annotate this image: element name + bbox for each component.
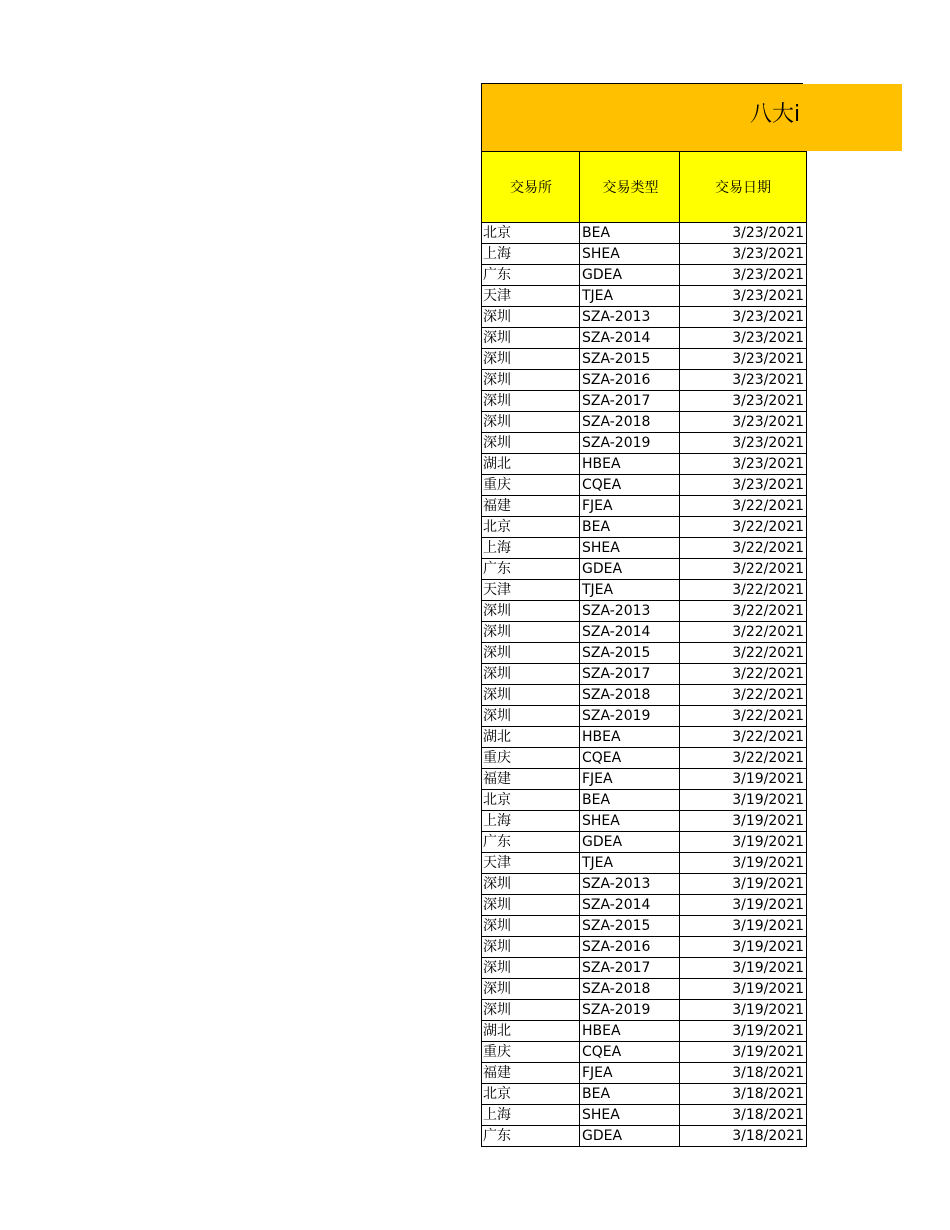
cell-type[interactable]: SZA-2013: [580, 874, 680, 895]
title-band: [481, 84, 902, 151]
cell-type[interactable]: HBEA: [580, 454, 680, 475]
table-row: [482, 1084, 807, 1105]
cell-exchange[interactable]: 深圳: [482, 307, 580, 328]
table-row: [482, 853, 807, 874]
table-row: [482, 349, 807, 370]
cell-date[interactable]: 3/23/2021: [680, 328, 807, 349]
cell-type[interactable]: SZA-2018: [580, 979, 680, 1000]
cell-type[interactable]: SZA-2016: [580, 370, 680, 391]
cell-type[interactable]: SHEA: [580, 538, 680, 559]
table-row: [482, 916, 807, 937]
cell-date[interactable]: 3/19/2021: [680, 916, 807, 937]
table-row: [482, 1021, 807, 1042]
cell-date[interactable]: 3/22/2021: [680, 643, 807, 664]
cell-date[interactable]: 3/23/2021: [680, 223, 807, 244]
cell-type[interactable]: SZA-2017: [580, 958, 680, 979]
cell-type[interactable]: SHEA: [580, 811, 680, 832]
cell-exchange[interactable]: 广东: [482, 265, 580, 286]
cell-date[interactable]: 3/19/2021: [680, 832, 807, 853]
cell-date[interactable]: 3/19/2021: [680, 811, 807, 832]
cell-exchange[interactable]: 福建: [482, 496, 580, 517]
cell-date[interactable]: 3/18/2021: [680, 1063, 807, 1084]
cell-exchange[interactable]: 深圳: [482, 391, 580, 412]
cell-date[interactable]: 3/19/2021: [680, 853, 807, 874]
cell-type[interactable]: SZA-2018: [580, 412, 680, 433]
cell-type[interactable]: GDEA: [580, 832, 680, 853]
cell-exchange[interactable]: 上海: [482, 1105, 580, 1126]
cell-exchange[interactable]: 北京: [482, 790, 580, 811]
cell-date[interactable]: 3/22/2021: [680, 496, 807, 517]
cell-date[interactable]: 3/23/2021: [680, 349, 807, 370]
header-exchange[interactable]: 交易所: [482, 152, 580, 223]
cell-exchange[interactable]: 深圳: [482, 874, 580, 895]
cell-type[interactable]: BEA: [580, 517, 680, 538]
cell-date[interactable]: 3/22/2021: [680, 538, 807, 559]
cell-date[interactable]: 3/22/2021: [680, 748, 807, 769]
cell-exchange[interactable]: 深圳: [482, 958, 580, 979]
table-row: [482, 580, 807, 601]
table-row: [482, 748, 807, 769]
cell-date[interactable]: 3/22/2021: [680, 727, 807, 748]
table-row: [482, 685, 807, 706]
table-row: [482, 1063, 807, 1084]
cell-type[interactable]: GDEA: [580, 1126, 680, 1147]
cell-date[interactable]: 3/23/2021: [680, 391, 807, 412]
table-row: [482, 496, 807, 517]
cell-exchange[interactable]: 深圳: [482, 601, 580, 622]
cell-type[interactable]: HBEA: [580, 1021, 680, 1042]
cell-type[interactable]: GDEA: [580, 559, 680, 580]
table-row: [482, 622, 807, 643]
cell-date[interactable]: 3/19/2021: [680, 979, 807, 1000]
title-border: [481, 83, 482, 151]
cell-type[interactable]: SZA-2016: [580, 937, 680, 958]
table-row: [482, 1042, 807, 1063]
cell-exchange[interactable]: 北京: [482, 517, 580, 538]
cell-type[interactable]: FJEA: [580, 496, 680, 517]
cell-exchange[interactable]: 重庆: [482, 748, 580, 769]
title-border: [481, 83, 803, 84]
cell-exchange[interactable]: 深圳: [482, 916, 580, 937]
cell-date[interactable]: 3/23/2021: [680, 265, 807, 286]
cell-date[interactable]: 3/19/2021: [680, 1042, 807, 1063]
table-row: [482, 307, 807, 328]
cell-exchange[interactable]: 北京: [482, 223, 580, 244]
cell-type[interactable]: SZA-2019: [580, 433, 680, 454]
cell-type[interactable]: TJEA: [580, 580, 680, 601]
table-row: [482, 811, 807, 832]
cell-type[interactable]: CQEA: [580, 748, 680, 769]
table-row: [482, 664, 807, 685]
table-row: [482, 874, 807, 895]
cell-date[interactable]: 3/22/2021: [680, 559, 807, 580]
cell-date[interactable]: 3/19/2021: [680, 895, 807, 916]
cell-date[interactable]: 3/22/2021: [680, 517, 807, 538]
cell-exchange[interactable]: 上海: [482, 811, 580, 832]
cell-exchange[interactable]: 福建: [482, 1063, 580, 1084]
table-row: [482, 1000, 807, 1021]
cell-type[interactable]: SZA-2019: [580, 706, 680, 727]
cell-exchange[interactable]: 深圳: [482, 370, 580, 391]
cell-exchange[interactable]: 福建: [482, 769, 580, 790]
table-row: [482, 727, 807, 748]
cell-date[interactable]: 3/23/2021: [680, 412, 807, 433]
cell-type[interactable]: TJEA: [580, 286, 680, 307]
cell-date[interactable]: 3/19/2021: [680, 769, 807, 790]
cell-exchange[interactable]: 北京: [482, 1084, 580, 1105]
cell-date[interactable]: 3/19/2021: [680, 1021, 807, 1042]
cell-exchange[interactable]: 深圳: [482, 1000, 580, 1021]
table-row: [482, 412, 807, 433]
table-row: [482, 790, 807, 811]
table-row: [482, 517, 807, 538]
table-row: [482, 1105, 807, 1126]
cell-type[interactable]: SZA-2018: [580, 685, 680, 706]
cell-date[interactable]: 3/19/2021: [680, 1000, 807, 1021]
cell-date[interactable]: 3/22/2021: [680, 664, 807, 685]
cell-exchange[interactable]: 上海: [482, 244, 580, 265]
table-row: [482, 538, 807, 559]
table-row: [482, 895, 807, 916]
cell-exchange[interactable]: 深圳: [482, 685, 580, 706]
table-row: [482, 769, 807, 790]
cell-type[interactable]: SHEA: [580, 1105, 680, 1126]
cell-date[interactable]: 3/19/2021: [680, 874, 807, 895]
table-row: [482, 286, 807, 307]
cell-exchange[interactable]: 深圳: [482, 412, 580, 433]
cell-date[interactable]: 3/19/2021: [680, 958, 807, 979]
cell-type[interactable]: BEA: [580, 223, 680, 244]
cell-type[interactable]: TJEA: [580, 853, 680, 874]
cell-exchange[interactable]: 重庆: [482, 1042, 580, 1063]
cell-exchange[interactable]: 上海: [482, 538, 580, 559]
cell-exchange[interactable]: 深圳: [482, 664, 580, 685]
table-row: [482, 244, 807, 265]
cell-exchange[interactable]: 广东: [482, 559, 580, 580]
cell-type[interactable]: BEA: [580, 1084, 680, 1105]
cell-date[interactable]: 3/19/2021: [680, 790, 807, 811]
cell-date[interactable]: 3/23/2021: [680, 307, 807, 328]
cell-exchange[interactable]: 湖北: [482, 454, 580, 475]
cell-exchange[interactable]: 天津: [482, 853, 580, 874]
cell-type[interactable]: SZA-2015: [580, 643, 680, 664]
table-row: [482, 979, 807, 1000]
cell-exchange[interactable]: 广东: [482, 832, 580, 853]
cell-type[interactable]: HBEA: [580, 727, 680, 748]
cell-type[interactable]: SZA-2019: [580, 1000, 680, 1021]
cell-type[interactable]: SZA-2017: [580, 391, 680, 412]
sheet-title: 八大i: [750, 102, 801, 127]
table-row: [482, 832, 807, 853]
cell-date[interactable]: 3/22/2021: [680, 601, 807, 622]
cell-exchange[interactable]: 天津: [482, 580, 580, 601]
table-row: [482, 391, 807, 412]
cell-exchange[interactable]: 深圳: [482, 937, 580, 958]
table-row: [482, 559, 807, 580]
cell-exchange[interactable]: 深圳: [482, 433, 580, 454]
table-row: [482, 601, 807, 622]
cell-type[interactable]: SZA-2017: [580, 664, 680, 685]
cell-exchange[interactable]: 深圳: [482, 622, 580, 643]
cell-exchange[interactable]: 深圳: [482, 349, 580, 370]
cell-type[interactable]: SHEA: [580, 244, 680, 265]
cell-exchange[interactable]: 广东: [482, 1126, 580, 1147]
cell-exchange[interactable]: 深圳: [482, 979, 580, 1000]
cell-type[interactable]: CQEA: [580, 1042, 680, 1063]
cell-date[interactable]: 3/23/2021: [680, 433, 807, 454]
cell-date[interactable]: 3/23/2021: [680, 370, 807, 391]
cell-date[interactable]: 3/18/2021: [680, 1126, 807, 1147]
cell-exchange[interactable]: 深圳: [482, 643, 580, 664]
table-row: [482, 643, 807, 664]
cell-date[interactable]: 3/18/2021: [680, 1105, 807, 1126]
header-date[interactable]: 交易日期: [680, 152, 807, 223]
cell-date[interactable]: 3/22/2021: [680, 706, 807, 727]
table-row: [482, 433, 807, 454]
cell-exchange[interactable]: 深圳: [482, 328, 580, 349]
cell-type[interactable]: SZA-2014: [580, 895, 680, 916]
header-row: [482, 152, 807, 223]
data-table: [481, 151, 807, 1147]
cell-date[interactable]: 3/22/2021: [680, 622, 807, 643]
cell-date[interactable]: 3/19/2021: [680, 937, 807, 958]
cell-date[interactable]: 3/22/2021: [680, 580, 807, 601]
cell-date[interactable]: 3/23/2021: [680, 454, 807, 475]
header-type[interactable]: 交易类型: [580, 152, 680, 223]
table-row: [482, 706, 807, 727]
table-row: [482, 1126, 807, 1147]
cell-exchange[interactable]: 天津: [482, 286, 580, 307]
cell-type[interactable]: SZA-2015: [580, 349, 680, 370]
cell-date[interactable]: 3/23/2021: [680, 244, 807, 265]
table-row: [482, 370, 807, 391]
table-row: [482, 328, 807, 349]
cell-type[interactable]: BEA: [580, 790, 680, 811]
table-row: [482, 223, 807, 244]
cell-type[interactable]: GDEA: [580, 265, 680, 286]
cell-date[interactable]: 3/23/2021: [680, 286, 807, 307]
cell-type[interactable]: CQEA: [580, 475, 680, 496]
cell-exchange[interactable]: 深圳: [482, 895, 580, 916]
table-row: [482, 958, 807, 979]
cell-exchange[interactable]: 重庆: [482, 475, 580, 496]
cell-type[interactable]: SZA-2015: [580, 916, 680, 937]
cell-type[interactable]: SZA-2014: [580, 622, 680, 643]
table-row: [482, 265, 807, 286]
cell-type[interactable]: SZA-2014: [580, 328, 680, 349]
cell-type[interactable]: FJEA: [580, 769, 680, 790]
cell-exchange[interactable]: 湖北: [482, 1021, 580, 1042]
table-row: [482, 454, 807, 475]
cell-type[interactable]: SZA-2013: [580, 601, 680, 622]
cell-date[interactable]: 3/23/2021: [680, 475, 807, 496]
cell-exchange[interactable]: 深圳: [482, 706, 580, 727]
cell-date[interactable]: 3/18/2021: [680, 1084, 807, 1105]
cell-type[interactable]: FJEA: [580, 1063, 680, 1084]
cell-date[interactable]: 3/22/2021: [680, 685, 807, 706]
cell-type[interactable]: SZA-2013: [580, 307, 680, 328]
table-row: [482, 937, 807, 958]
table-row: [482, 475, 807, 496]
cell-exchange[interactable]: 湖北: [482, 727, 580, 748]
